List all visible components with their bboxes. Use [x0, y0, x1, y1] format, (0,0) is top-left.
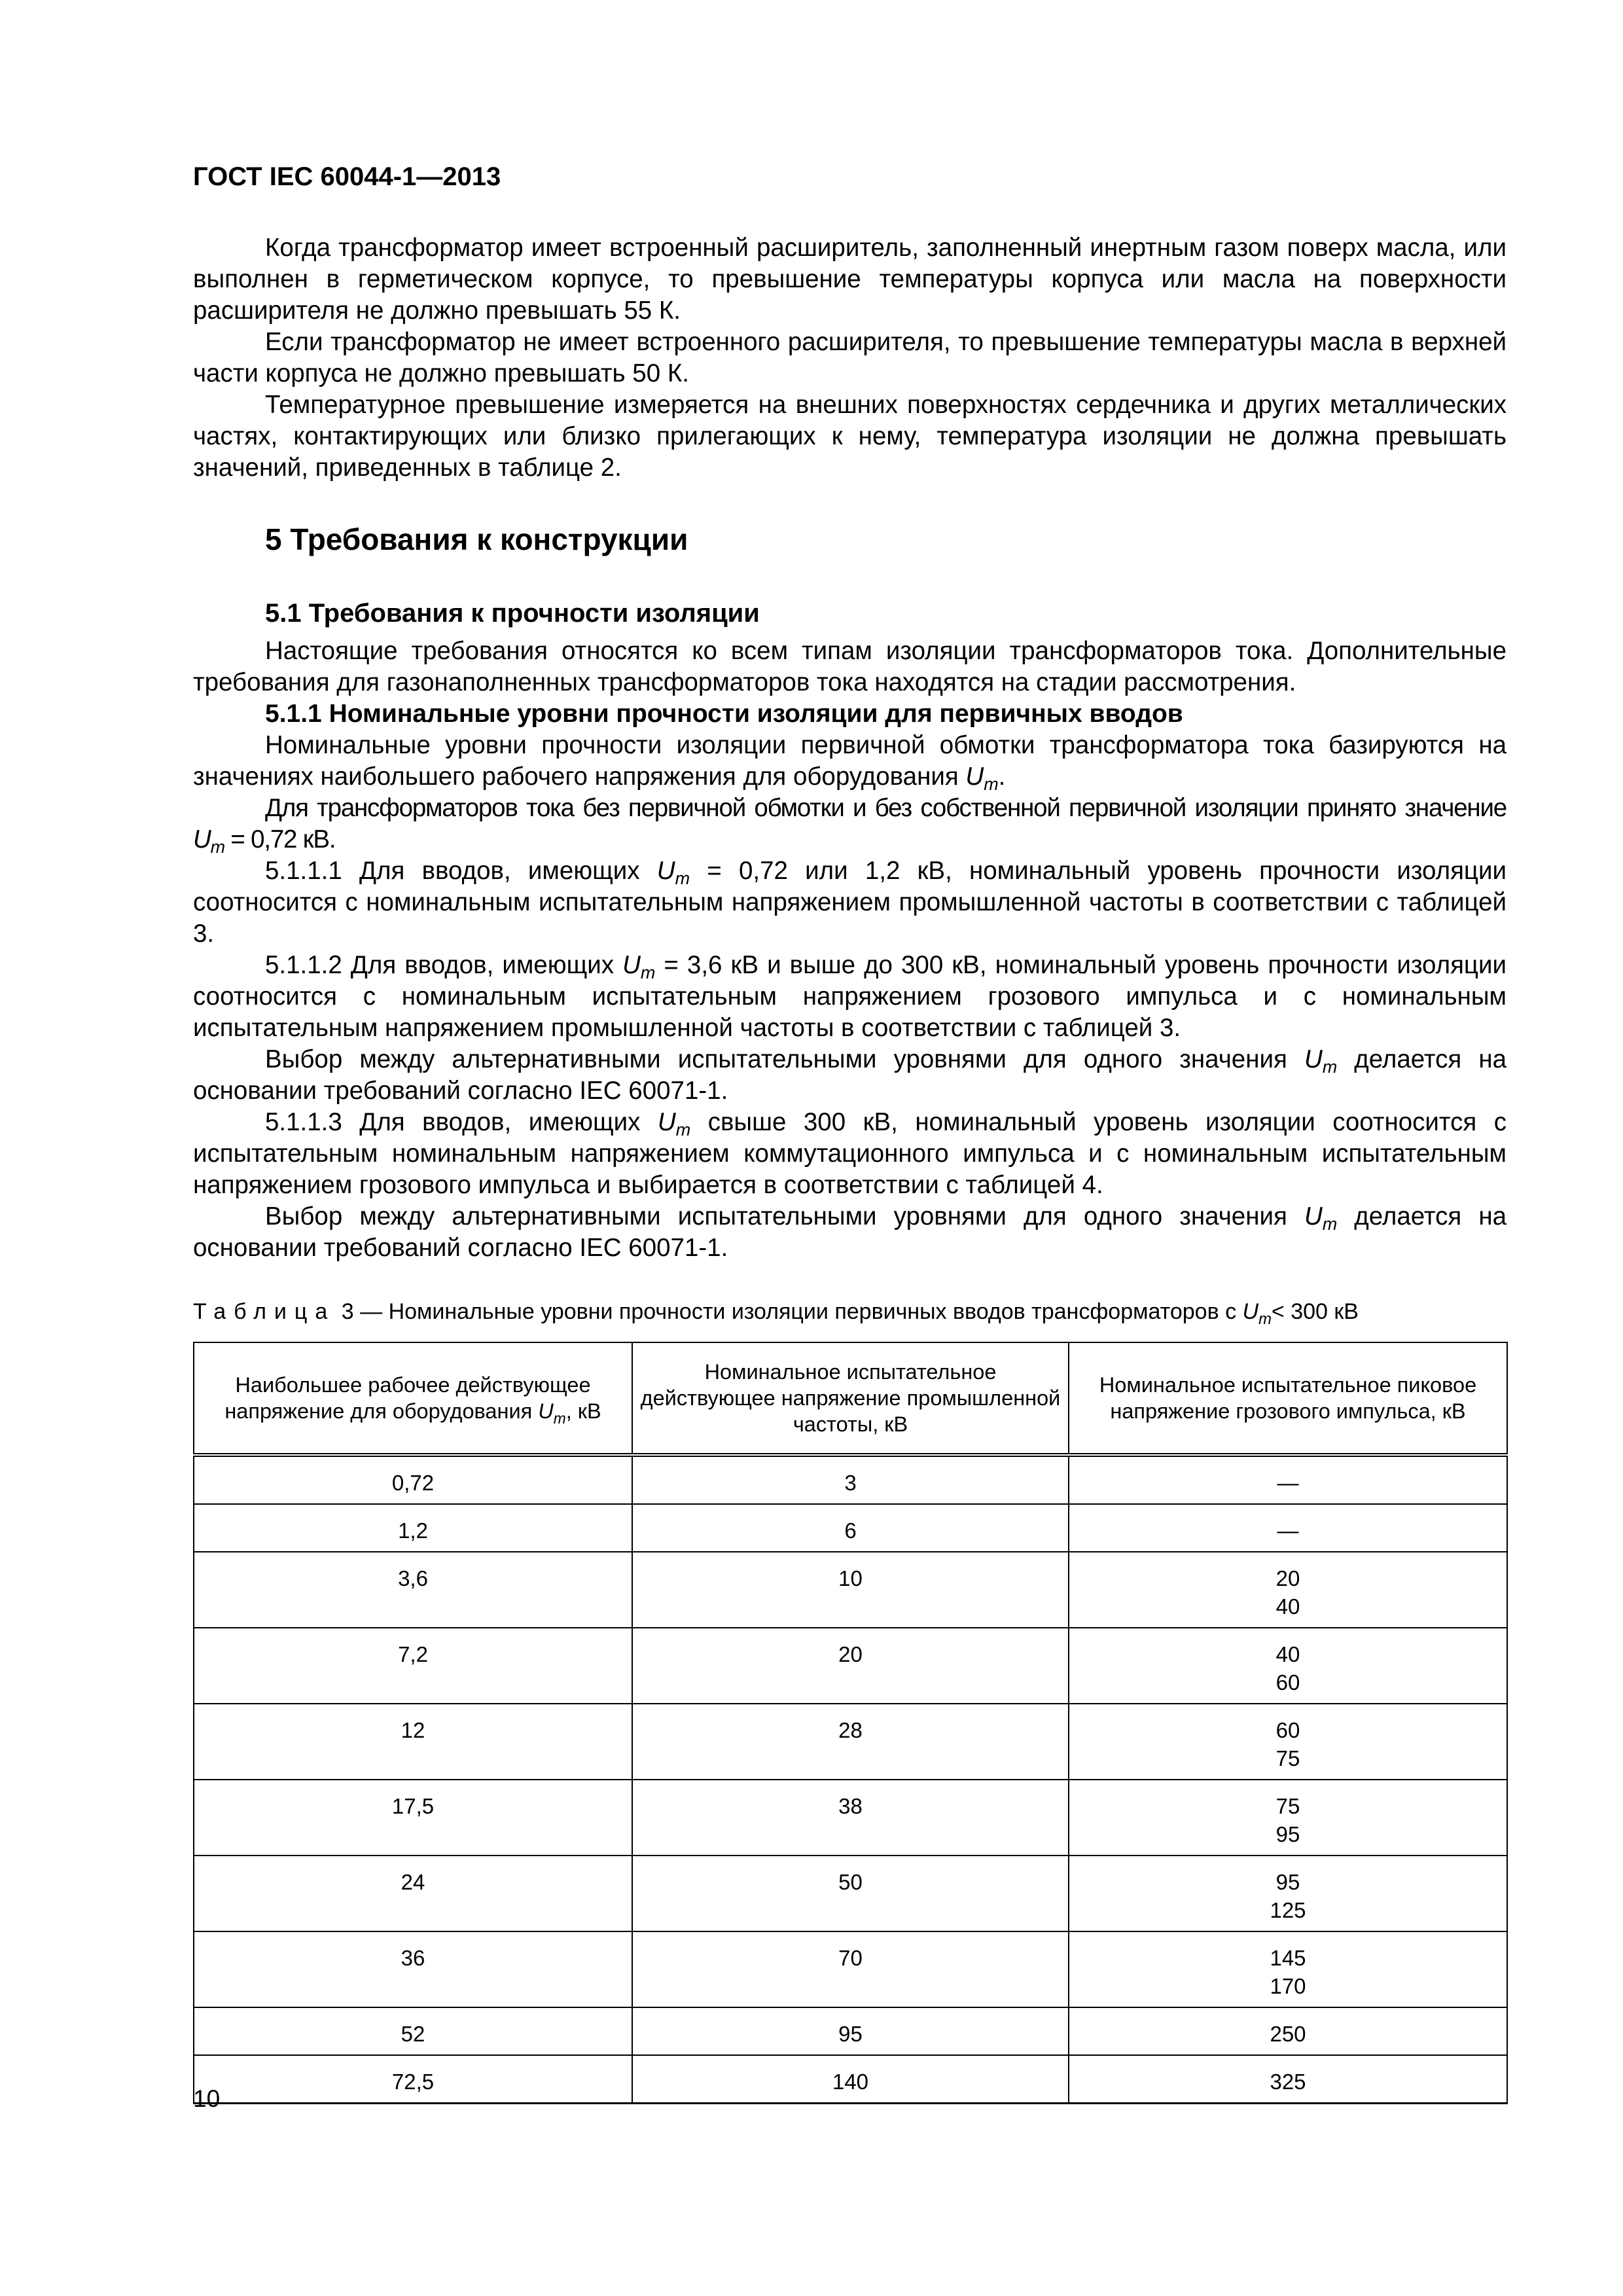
table-row — [194, 1504, 1507, 1552]
cell-lightning-impulse: — — [1069, 1455, 1507, 1504]
table-row — [194, 1780, 1507, 1856]
table-row — [194, 2055, 1507, 2104]
clause-5-1-1-2: 5.1.1.2 Для вводов, имеющих $U_m = 3,6$ кВ и выше до 300 кВ, номинальный уровень прочности изоляции соотносится с номинальным испытательным напряжением грозового импульса и с номинальным испытательным напряжением промышленной частоты в соответствии с таблицей 3. — [193, 951, 1507, 1042]
paragraph-no-expansion-tank: Если трансформатор не имеет встроенного расширителя, то превышение температуры масла в верхней части корпуса не должно превышать 50 К. — [193, 328, 1507, 387]
section-5-1-paragraph: Настоящие требования относятся ко всем типам изоляции трансформаторов тока. Дополнительные требования для газонаполненных трансформаторов тока находятся на стадии рассмотрения. — [193, 637, 1507, 696]
clause-5-1-1-3: 5.1.1.3 Для вводов, имеющих $U_m$ свыше 300 кВ, номинальный уровень изоляции соотносится с испытательным номинальным напряжением коммутационного импульса и с номинальным испытательным напряжением грозового импульса и выбирается в соответствии с таблицей 4. — [193, 1108, 1507, 1199]
um-symbol: $U_m$ — [657, 1108, 691, 1139]
cell-lightning-impulse: 95 125 — [1069, 1856, 1507, 1931]
cell-power-frequency: 10 — [632, 1552, 1069, 1628]
table-row — [194, 1455, 1507, 1504]
cell-power-frequency: 95 — [632, 2007, 1069, 2055]
clause-5-1-1-1: 5.1.1.1 Для вводов, имеющих $U_m = 0,72$ или 1,2 кВ, номинальный уровень прочности изоляции соотносится с номинальным испытательным напряжением промышленной частоты в соответствии с таблицей 3. — [193, 857, 1507, 948]
cell-lightning-impulse: 60 75 — [1069, 1704, 1507, 1780]
table-3-caption: Таблица 3 — Номинальные уровни прочности изоляции первичных вводов трансформаторов с $U_m< 300$ кВ — [193, 1299, 1359, 1328]
header-power-frequency-voltage: Номинальное испытательное действующее напряжение промышленной частоты, кВ — [632, 1342, 1069, 1455]
um-symbol: $U_m$ — [1242, 1299, 1272, 1328]
cell-lightning-impulse: 75 95 — [1069, 1780, 1507, 1856]
table-header-row — [194, 1342, 1507, 1455]
cell-lightning-impulse: — — [1069, 1504, 1507, 1552]
section-5-1-1-heading: 5.1.1 Номинальные уровни прочности изоляции для первичных вводов — [265, 700, 1183, 728]
um-symbol: $U_m$ — [622, 951, 656, 982]
table-row — [194, 1552, 1507, 1628]
table-row — [194, 1931, 1507, 2007]
paragraph-temperature-rise: Температурное превышение измеряется на внешних поверхностях сердечника и других металлических частях, контактирующих или близко прилегающих к нему, температура изоляции не должна превышать значений, приведенных в таблице 2. — [193, 391, 1507, 482]
um-symbol: $U_m$ — [656, 857, 690, 888]
table-row — [194, 1856, 1507, 1931]
table-row — [194, 1628, 1507, 1704]
table-row — [194, 1704, 1507, 1780]
section-5-1-1-paragraph-1: Номинальные уровни прочности изоляции первичной обмотки трансформатора тока базируются на значениях наибольшего рабочего напряжения для оборудования $U_m$. — [193, 731, 1507, 794]
cell-lightning-impulse: 40 60 — [1069, 1628, 1507, 1704]
table-caption-label: Таблица — [193, 1299, 336, 1324]
cell-power-frequency: 70 — [632, 1931, 1069, 2007]
cell-um: 3,6 — [194, 1552, 632, 1628]
um-symbol: $U_m$ — [1304, 1202, 1338, 1234]
section-5-1-heading: 5.1 Требования к прочности изоляции — [265, 599, 760, 628]
table-row — [194, 2007, 1507, 2055]
cell-um: 0,72 — [194, 1455, 632, 1504]
um-symbol: $U_m$ — [193, 825, 224, 857]
intro-text-block — [193, 232, 1507, 484]
cell-um: 36 — [194, 1931, 632, 2007]
table-3 — [193, 1342, 1508, 2104]
choice-paragraph-1: Выбор между альтернативными испытательными уровнями для одного значения $U_m$ делается на основании требований согласно IEC 60071-1. — [193, 1045, 1507, 1105]
cell-power-frequency: 20 — [632, 1628, 1069, 1704]
page-number: 10 — [193, 2085, 221, 2112]
section-5-1 — [193, 598, 1507, 1264]
choice-paragraph-2: Выбор между альтернативными испытательными уровнями для одного значения $U_m$ делается на основании требований согласно IEC 60071-1. — [193, 1202, 1507, 1262]
cell-um: 7,2 — [194, 1628, 632, 1704]
cell-um: 17,5 — [194, 1780, 632, 1856]
cell-um: 24 — [194, 1856, 632, 1931]
section-5-heading: 5 Требования к конструкции — [265, 522, 688, 556]
cell-lightning-impulse: 325 — [1069, 2055, 1507, 2104]
cell-um: 12 — [194, 1704, 632, 1780]
cell-um: 1,2 — [194, 1504, 632, 1552]
section-5 — [193, 524, 1507, 555]
cell-um: 72,5 — [194, 2055, 632, 2104]
um-symbol: $U_m$ — [965, 762, 999, 794]
cell-power-frequency: 38 — [632, 1780, 1069, 1856]
cell-lightning-impulse: 20 40 — [1069, 1552, 1507, 1628]
cell-power-frequency: 140 — [632, 2055, 1069, 2104]
header-max-operating-voltage: Наибольшее рабочее действующее напряжение для оборудования $U_m$, кВ — [194, 1342, 632, 1455]
cell-power-frequency: 28 — [632, 1704, 1069, 1780]
section-5-1-1-paragraph-2: Для трансформаторов тока без первичной обмотки и без собственной первичной изоляции принято значение $U_m = 0,72$ кВ. — [193, 794, 1507, 857]
cell-um: 52 — [194, 2007, 632, 2055]
document-code-header: ГОСТ IEC 60044-1—2013 — [193, 162, 501, 191]
cell-lightning-impulse: 250 — [1069, 2007, 1507, 2055]
um-symbol: $U_m$ — [1304, 1045, 1338, 1077]
cell-power-frequency: 50 — [632, 1856, 1069, 1931]
cell-power-frequency: 6 — [632, 1504, 1069, 1552]
cell-lightning-impulse: 145 170 — [1069, 1931, 1507, 2007]
cell-power-frequency: 3 — [632, 1455, 1069, 1504]
paragraph-expansion-tank: Когда трансформатор имеет встроенный расширитель, заполненный инертным газом поверх масла, или выполнен в герметическом корпусе, то превышение температуры корпуса или масла на поверхности расширителя не должно превышать 55 К. — [193, 234, 1507, 325]
table-caption-number: 3 — [341, 1299, 354, 1324]
header-lightning-impulse-voltage: Номинальное испытательное пиковое напряжение грозового импульса, кВ — [1069, 1342, 1507, 1455]
